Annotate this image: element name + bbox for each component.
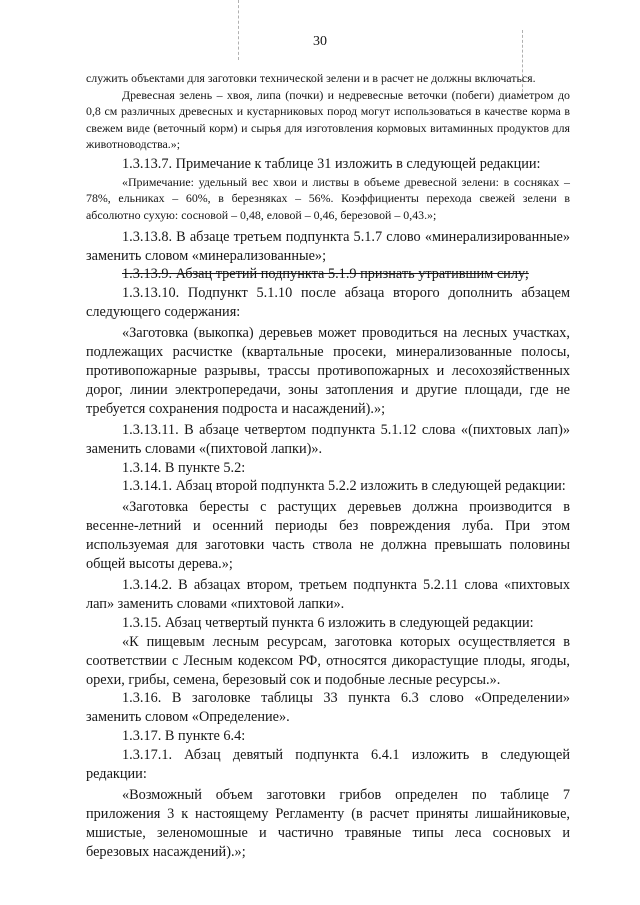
quoted-paragraph: «К пищевым лесным ресурсам, заготовка которых осуществляется в соответствии с Лесным кодексом РФ, относятся дикорастущие плоды, ягоды, орехи, грибы, семена, березовый сок и подобные лесные ресурсы.». xyxy=(86,633,570,688)
quoted-paragraph: «Заготовка (выкопка) деревьев может проводиться на лесных участках, подлежащих расчистке (квартальные просеки, минерализованные полосы, противопожарные разрывы, трассы противопожарных и лесохозяйственных дорог, линии электропередачи, зоны затопления и другие площади, где не требуется сохранения подроста и насаждений).»; xyxy=(86,325,570,417)
paragraph: служить объектами для заготовки технической зелени и в расчет не должны включаться. xyxy=(86,71,536,85)
paragraph: «Примечание: удельный вес хвои и листвы в объеме древесной зелени: в сосняках – 78%, ельниках – 60%, в березняках – 56%. Коэффициенты перехода свежей зелени в абсолютно сухую: сосновой – 0,48, еловой – 0,46, березовой – 0,43.»; xyxy=(86,174,570,223)
paragraph: 1.3.13.10. Подпункт 5.1.10 после абзаца второго дополнить абзацем следующего содержания: xyxy=(86,285,570,321)
paragraph: 1.3.13.8. В абзаце третьем подпункта 5.1.7 слово «минерализированные» заменить словом «минерализованные»; xyxy=(86,228,570,264)
paragraph: 1.3.13.11. В абзаце четвертом подпункта 5.1.12 слова «(пихтовых лап)» заменить словами «(пихтовой лапки)». xyxy=(86,421,570,457)
struck-paragraph: 1.3.13.9. Абзац третий подпункта 5.1.9 признать утратившим силу; xyxy=(122,266,529,283)
paragraph: 1.3.15. Абзац четвертый пункта 6 изложить в следующей редакции: xyxy=(122,614,534,631)
paragraph: 1.3.17.1. Абзац девятый подпункта 6.4.1 изложить в следующей редакции: xyxy=(86,747,570,783)
paragraph: 1.3.14.1. Абзац второй подпункта 5.2.2 изложить в следующей редакции: xyxy=(122,478,566,495)
quoted-paragraph: «Возможный объем заготовки грибов определен по таблице 7 приложения 3 к настоящему Регламенту (в расчет приняты лишайниковые, мшистые, зеленомошные и частично травяные типы леса сосновых и березовых насаждений).»; xyxy=(86,786,570,860)
paragraph: 1.3.17. В пункте 6.4: xyxy=(122,728,246,745)
quoted-paragraph: «Заготовка бересты с растущих деревьев должна производится в весенне-летний и осенний периоды без повреждения луба. При этом используемая для заготовки часть ствола не должна превышать половины общей высоты дерева.»; xyxy=(86,499,570,573)
page-number: 30 xyxy=(313,34,327,49)
paragraph: 1.3.16. В заголовке таблицы 33 пункта 6.3 слово «Определении» заменить словом «Определение». xyxy=(86,690,570,726)
paragraph: 1.3.14.2. В абзацах втором, третьем подпункта 5.2.11 слова «пихтовых лап» заменить словами «пихтовой лапки». xyxy=(86,576,570,612)
scan-artifact-line xyxy=(238,0,239,60)
paragraph: 1.3.13.7. Примечание к таблице 31 изложить в следующей редакции: xyxy=(122,155,541,172)
paragraph: Древесная зелень – хвоя, липа (почки) и недревесные веточки (побеги) диаметром до 0,8 см различных древесных и кустарниковых пород могут использоваться в качестве корма в свежем виде (веточный корм) и сырья для изготовления кормовых витаминных продуктов для животноводства.»; xyxy=(86,87,570,152)
paragraph: 1.3.14. В пункте 5.2: xyxy=(122,459,246,476)
document-body xyxy=(86,70,570,862)
